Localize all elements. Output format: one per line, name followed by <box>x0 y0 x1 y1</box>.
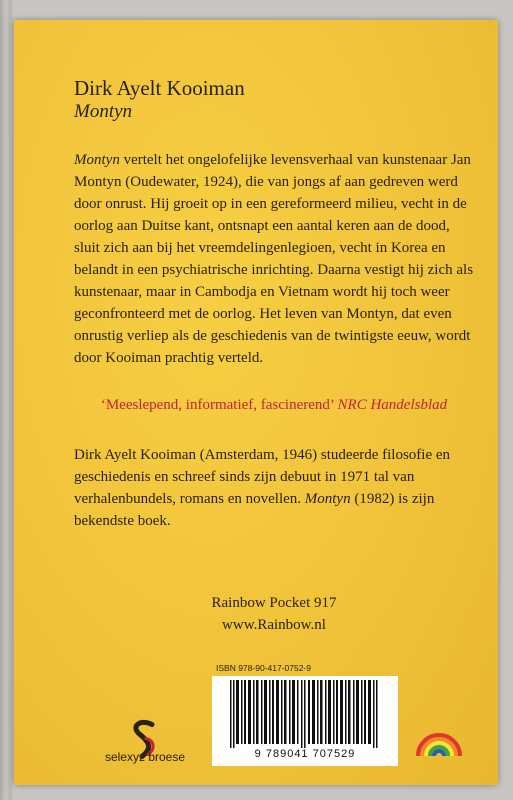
book-title: Montyn <box>74 101 133 122</box>
bio-title: Montyn <box>304 491 351 507</box>
cover-text-block <box>74 76 474 636</box>
rainbow-logo-icon <box>414 710 464 760</box>
barcode-number: 9 789041 707529 <box>212 748 398 760</box>
bio-text-2: (1982) is zijn bekendste boek. <box>74 491 435 529</box>
selexyz-logo-icon <box>100 706 190 776</box>
barcode <box>212 676 398 766</box>
blurb-paragraph <box>74 149 474 369</box>
imprint-block <box>74 592 474 636</box>
quote-source: NRC Handelsblad <box>337 397 448 413</box>
review-quote <box>74 394 474 416</box>
publisher-logo-text: selexyz broese <box>104 750 186 764</box>
author-name: Dirk Ayelt Kooiman <box>74 76 245 100</box>
quote-text: ‘Meeslepend, informatief, fascinerend’ <box>100 397 334 413</box>
blurb-text: vertelt het ongelofelijke levensverhaal van kunstenaar Jan Montyn (Oudewater, 1924), die van jongs af aan gedreven werd door onrust. Hij groeit op in een gereformeerd milieu, vecht in de oorlog aan Duitse kant, ontsnapt een aantal keren aan de dood, sluit zich aan bij het vreemdelingenlegioen, vecht in Korea en belandt in een psychiatrische inrichting. Daarna vestigt hij zich als kunstenaar, maar in Cambodja en Vietnam wordt hij toch weer geconfronteerd met de oorlog. Het leven van Montyn, dat even onrustig verliep als de geschiedenis van de twintigste eeuw, wordt door Kooiman prachtig verteld. <box>74 152 474 366</box>
book-back-cover <box>14 20 498 785</box>
isbn-label: ISBN 978-90-417-0752-9 <box>216 663 311 673</box>
blurb-title: Montyn <box>74 152 120 168</box>
author-bio <box>74 444 474 532</box>
website-label: www.Rainbow.nl <box>222 617 326 633</box>
series-label: Rainbow Pocket 917 <box>211 595 337 611</box>
bio-text-1: Dirk Ayelt Kooiman (Amsterdam, 1946) studeerde filosofie en geschiedenis en schreef sinds zijn debuut in 1971 tal van verhalenbundels, romans en novellen. <box>74 447 451 507</box>
barcode-bars <box>230 680 380 750</box>
